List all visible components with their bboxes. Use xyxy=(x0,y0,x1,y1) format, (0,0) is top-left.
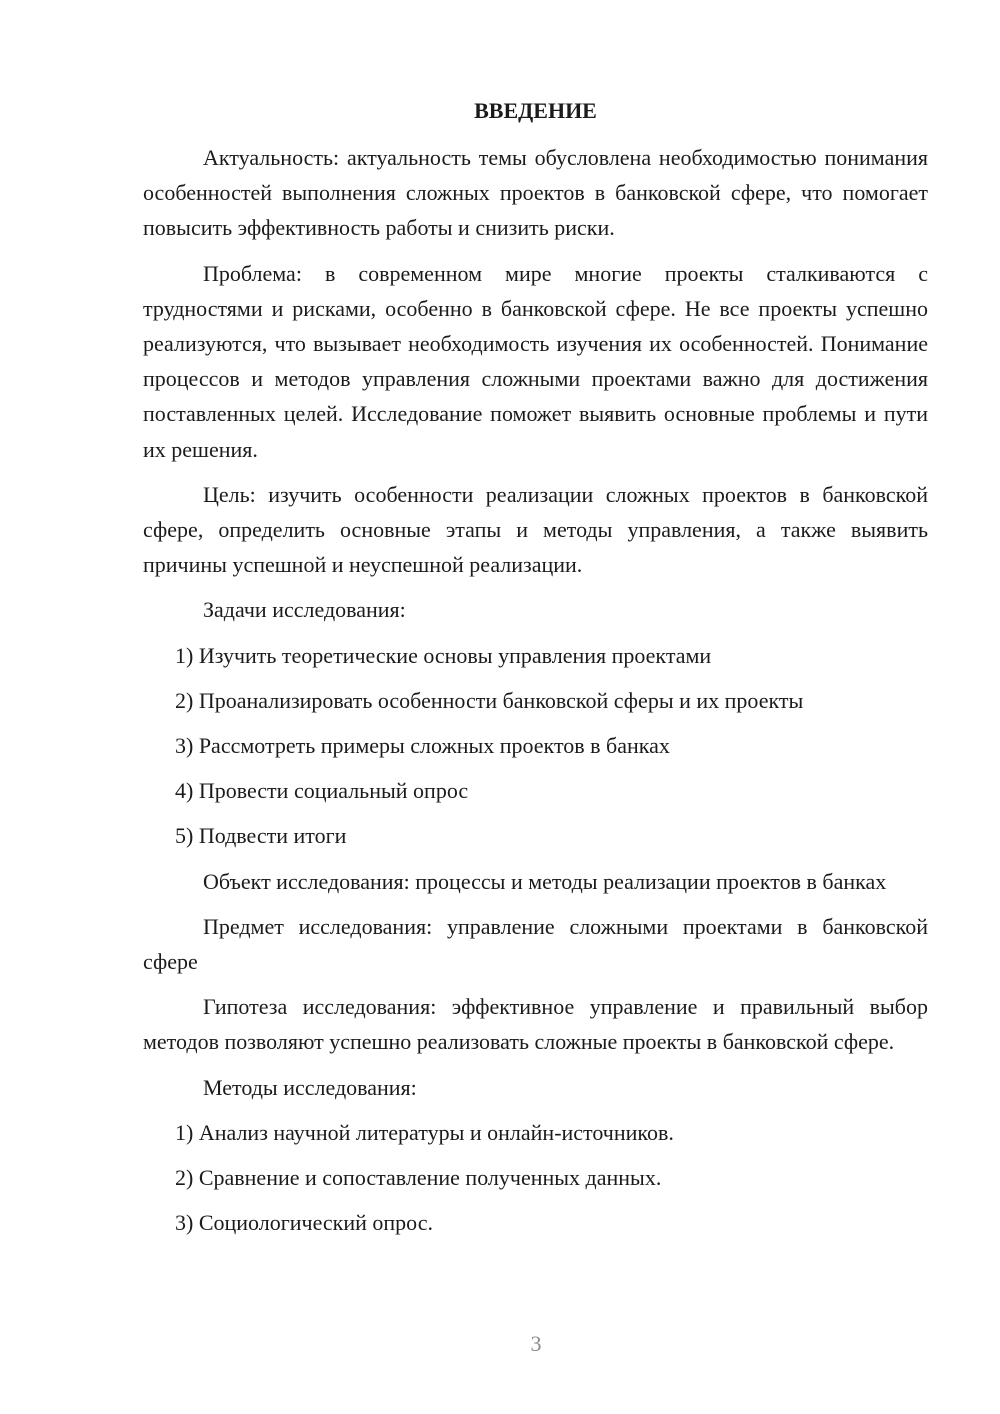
paragraph-goal: Цель: изучить особенности реализации сложных проектов в банковской сфере, определить основные этапы и методы управления, а также выявить причины успешной и неуспешной реализации. xyxy=(143,481,928,578)
paragraph-hypothesis: Гипотеза исследования: эффективное управление и правильный выбор методов позволяют успешно реализовать сложные проекты в банковской сфере. xyxy=(143,994,928,1055)
methods-label: Методы исследования: xyxy=(203,1074,417,1100)
task-item: 4) Провести социальный опрос xyxy=(175,778,469,804)
paragraph-relevance: Актуальность: актуальность темы обусловлена необходимостью понимания особенностей выполнения сложных проектов в банковской сфере, что помогает повысить эффективность работы и снизить риски. xyxy=(143,145,928,241)
page-title: ВВЕДЕНИЕ xyxy=(474,98,597,123)
task-item: 5) Подвести итоги xyxy=(175,823,347,849)
method-item: 1) Анализ научной литературы и онлайн-источников. xyxy=(175,1119,674,1145)
page-number: 3 xyxy=(530,1331,542,1356)
method-item: 2) Сравнение и сопоставление полученных данных. xyxy=(175,1165,662,1191)
paragraph-problem: Проблема: в современном мире многие проекты сталкиваются с трудностями и рисками, особенно в банковской сфере. Не все проекты успешно реализуются, что вызывает необходимость изучения их особенностей. Понимание процессов и методов управления сложными проектами важно для достижения поставленных целей. Исследование поможет выявить основные проблемы и пути их решения. xyxy=(143,260,928,462)
page-content xyxy=(143,93,928,1250)
paragraph-object: Объект исследования: процессы и методы реализации проектов в банках xyxy=(203,868,887,894)
method-item: 3) Социологический опрос. xyxy=(175,1210,433,1236)
task-item: 3) Рассмотреть примеры сложных проектов в банках xyxy=(175,733,670,759)
task-item: 2) Проанализировать особенности банковской сферы и их проекты xyxy=(175,687,804,713)
task-item: 1) Изучить теоретические основы управления проектами xyxy=(175,642,712,668)
tasks-label: Задачи исследования: xyxy=(203,597,406,623)
paragraph-subject: Предмет исследования: управление сложными проектами в банковской сфере xyxy=(143,913,928,975)
